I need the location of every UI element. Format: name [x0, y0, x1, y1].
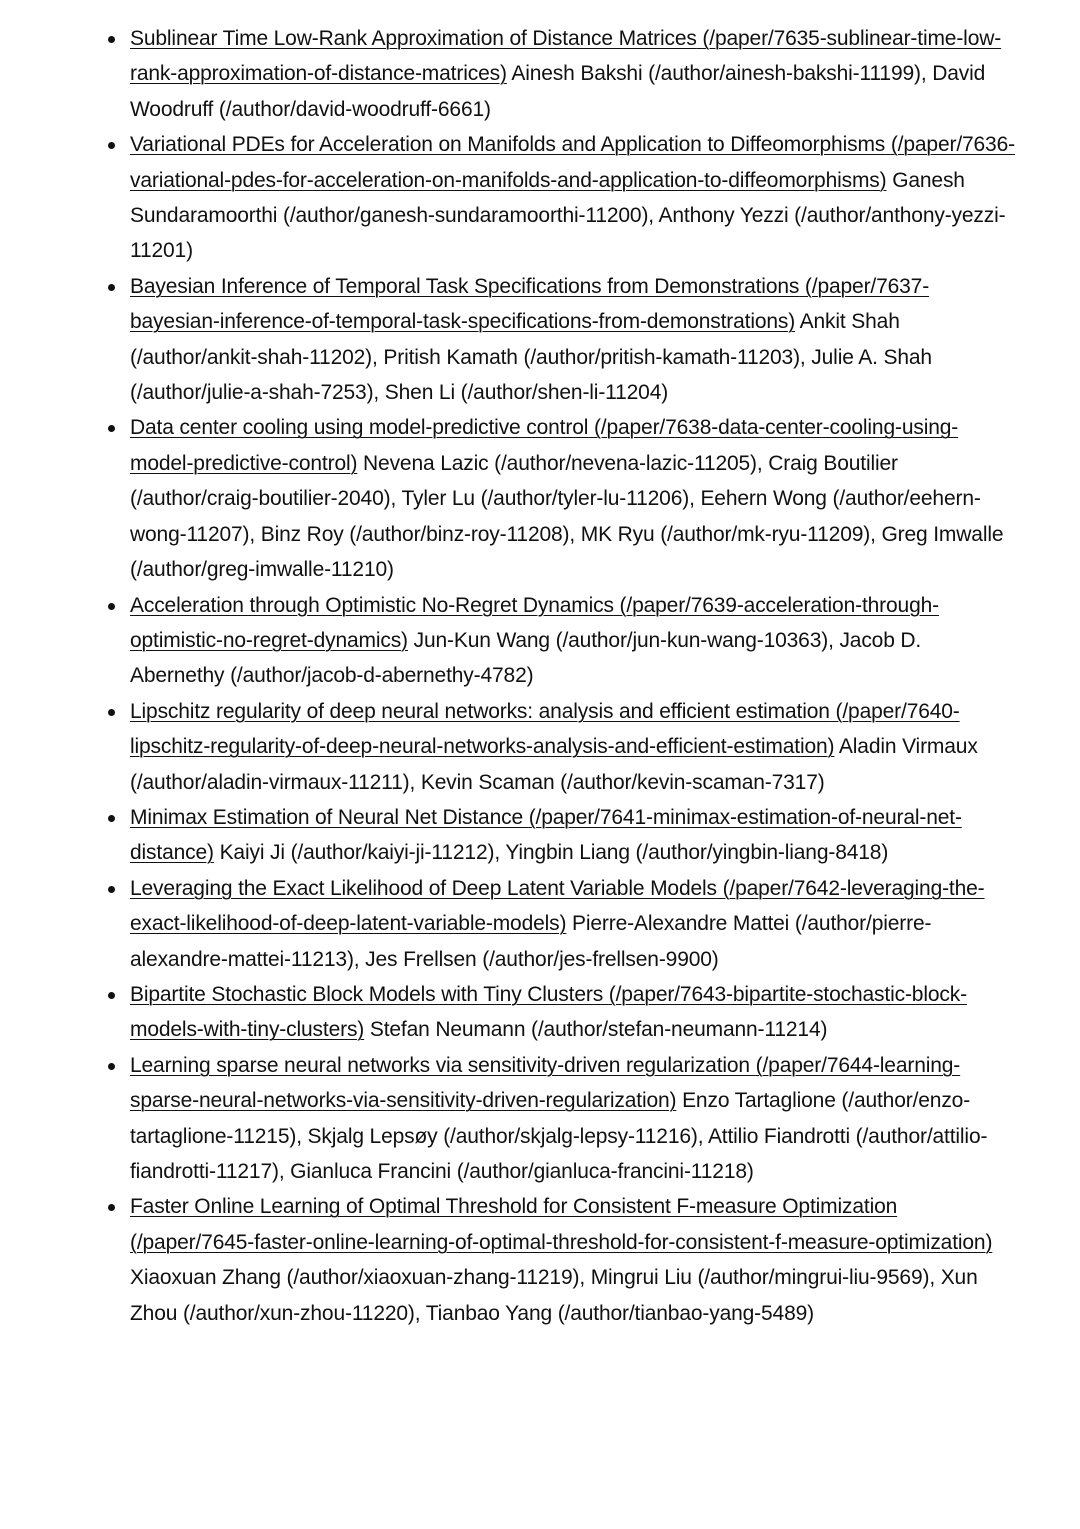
paper-path: (/paper/7637-bayesian-inference-of-temporal-task-specifications-from-demonstrations): [130, 274, 930, 334]
paper-authors: Ainesh Bakshi (/author/ainesh-bakshi-11199), David Woodruff (/author/david-woodruff-6661): [130, 62, 986, 121]
paper-authors: Stefan Neumann (/author/stefan-neumann-11214): [369, 1018, 828, 1042]
list-item: [130, 800, 1015, 871]
paper-authors: Kaiyi Ji (/author/kaiyi-ji-11212), Yingbin Liang (/author/yingbin-liang-8418): [219, 841, 889, 865]
bullet-icon: [108, 709, 115, 716]
list-item: [130, 1048, 1015, 1190]
paper-title: Data center cooling using model-predictive control: [130, 416, 589, 440]
list-item: [130, 127, 1015, 269]
paper-title: Bayesian Inference of Temporal Task Specifications from Demonstrations: [130, 274, 800, 298]
paper-authors: Enzo Tartaglione (/author/enzo-tartaglione-11215), Skjalg Lepsøy (/author/skjalg-lepsy-11216), Attilio Fiandrotti (/author/attilio-fiandrotti-11217), Gianluca Francini (/author/gianluca-francini-11218): [130, 1089, 988, 1183]
bullet-icon: [108, 425, 115, 432]
paper-list: [130, 21, 1015, 1331]
paper-authors: Ganesh Sundaramoorthi (/author/ganesh-sundaramoorthi-11200), Anthony Yezzi (/author/anthony-yezzi-11201): [130, 168, 1006, 263]
bullet-icon: [108, 1063, 115, 1070]
paper-authors: Nevena Lazic (/author/nevena-lazic-11205), Craig Boutilier (/author/craig-boutilier-2040), Tyler Lu (/author/tyler-lu-11206), Eehern Wong (/author/eehern-wong-11207), Binz Roy (/author/binz-roy-11208), MK Ryu (/author/mk-ryu-11209), Greg Imwalle (/author/greg-imwalle-11210): [130, 451, 1004, 582]
paper-path: (/paper/7641-minimax-estimation-of-neural-net-distance): [130, 805, 962, 865]
list-item: [130, 1189, 1015, 1331]
list-item: [130, 694, 1015, 800]
paper-title: Faster Online Learning of Optimal Threshold for Consistent F-measure Optimization: [130, 1195, 898, 1219]
bullet-icon: [108, 886, 115, 893]
bullet-icon: [108, 815, 115, 822]
paper-authors: Pierre-Alexandre Mattei (/author/pierre-alexandre-mattei-11213), Jes Frellsen (/author/jes-frellsen-9900): [130, 912, 932, 971]
paper-path: (/paper/7638-data-center-cooling-using-model-predictive-control): [130, 416, 959, 475]
paper-link[interactable]: [130, 1195, 992, 1253]
paper-link[interactable]: [130, 700, 960, 758]
paper-link[interactable]: [130, 133, 1015, 191]
list-item: [130, 871, 1015, 977]
list-item: [130, 21, 1015, 127]
paper-title: Learning sparse neural networks via sensitivity-driven regularization: [130, 1053, 750, 1077]
paper-title: Acceleration through Optimistic No-Regret Dynamics: [130, 593, 614, 617]
paper-title: Leveraging the Exact Likelihood of Deep Latent Variable Models: [130, 876, 717, 900]
bullet-icon: [108, 142, 115, 149]
paper-path: (/paper/7635-sublinear-time-low-rank-approximation-of-distance-matrices): [130, 27, 1002, 86]
paper-path: (/paper/7640-lipschitz-regularity-of-deep-neural-networks-analysis-and-efficient-estimation): [130, 699, 960, 759]
paper-title: Sublinear Time Low-Rank Approximation of Distance Matrices: [130, 27, 697, 50]
bullet-icon: [108, 603, 115, 610]
paper-path: (/paper/7643-bipartite-stochastic-block-models-with-tiny-clusters): [130, 982, 967, 1042]
paper-title: Minimax Estimation of Neural Net Distance: [130, 805, 523, 829]
paper-title: Bipartite Stochastic Block Models with Tiny Clusters: [130, 982, 604, 1006]
bullet-icon: [108, 284, 115, 291]
paper-path: (/paper/7642-leveraging-the-exact-likelihood-of-deep-latent-variable-models): [130, 876, 985, 936]
list-item: [130, 588, 1015, 694]
paper-authors: Jun-Kun Wang (/author/jun-kun-wang-10363), Jacob D. Abernethy (/author/jacob-d-abernethy-4782): [130, 628, 922, 688]
paper-title: Lipschitz regularity of deep neural networks: analysis and efficient estimation: [130, 699, 830, 723]
paper-path: (/paper/7644-learning-sparse-neural-networks-via-sensitivity-driven-regularization): [130, 1053, 961, 1113]
paper-path: (/paper/7639-acceleration-through-optimistic-no-regret-dynamics): [130, 593, 939, 652]
paper-authors: Ankit Shah (/author/ankit-shah-11202), Pritish Kamath (/author/pritish-kamath-11203), Julie A. Shah (/author/julie-a-shah-7253), Shen Li (/author/shen-li-11204): [130, 310, 932, 405]
list-item: [130, 410, 1015, 587]
paper-path: (/paper/7645-faster-online-learning-of-optimal-threshold-for-consistent-f-measure-optimization): [130, 1230, 993, 1254]
bullet-icon: [108, 992, 115, 999]
paper-title: Variational PDEs for Acceleration on Manifolds and Application to Diffeomorphisms: [130, 133, 886, 157]
list-item: [130, 977, 1015, 1048]
bullet-icon: [108, 36, 115, 43]
list-item: [130, 269, 1015, 411]
paper-authors: Xiaoxuan Zhang (/author/xiaoxuan-zhang-11219), Mingrui Liu (/author/mingrui-liu-9569), Xun Zhou (/author/xun-zhou-11220), Tianbao Yang (/author/tianbao-yang-5489): [130, 1266, 978, 1325]
bullet-icon: [108, 1204, 115, 1211]
paper-path: (/paper/7636-variational-pdes-for-acceleration-on-manifolds-and-application-to-diffeomorphisms): [130, 133, 1015, 192]
paper-authors: Aladin Virmaux (/author/aladin-virmaux-11211), Kevin Scaman (/author/kevin-scaman-7317): [130, 735, 978, 794]
